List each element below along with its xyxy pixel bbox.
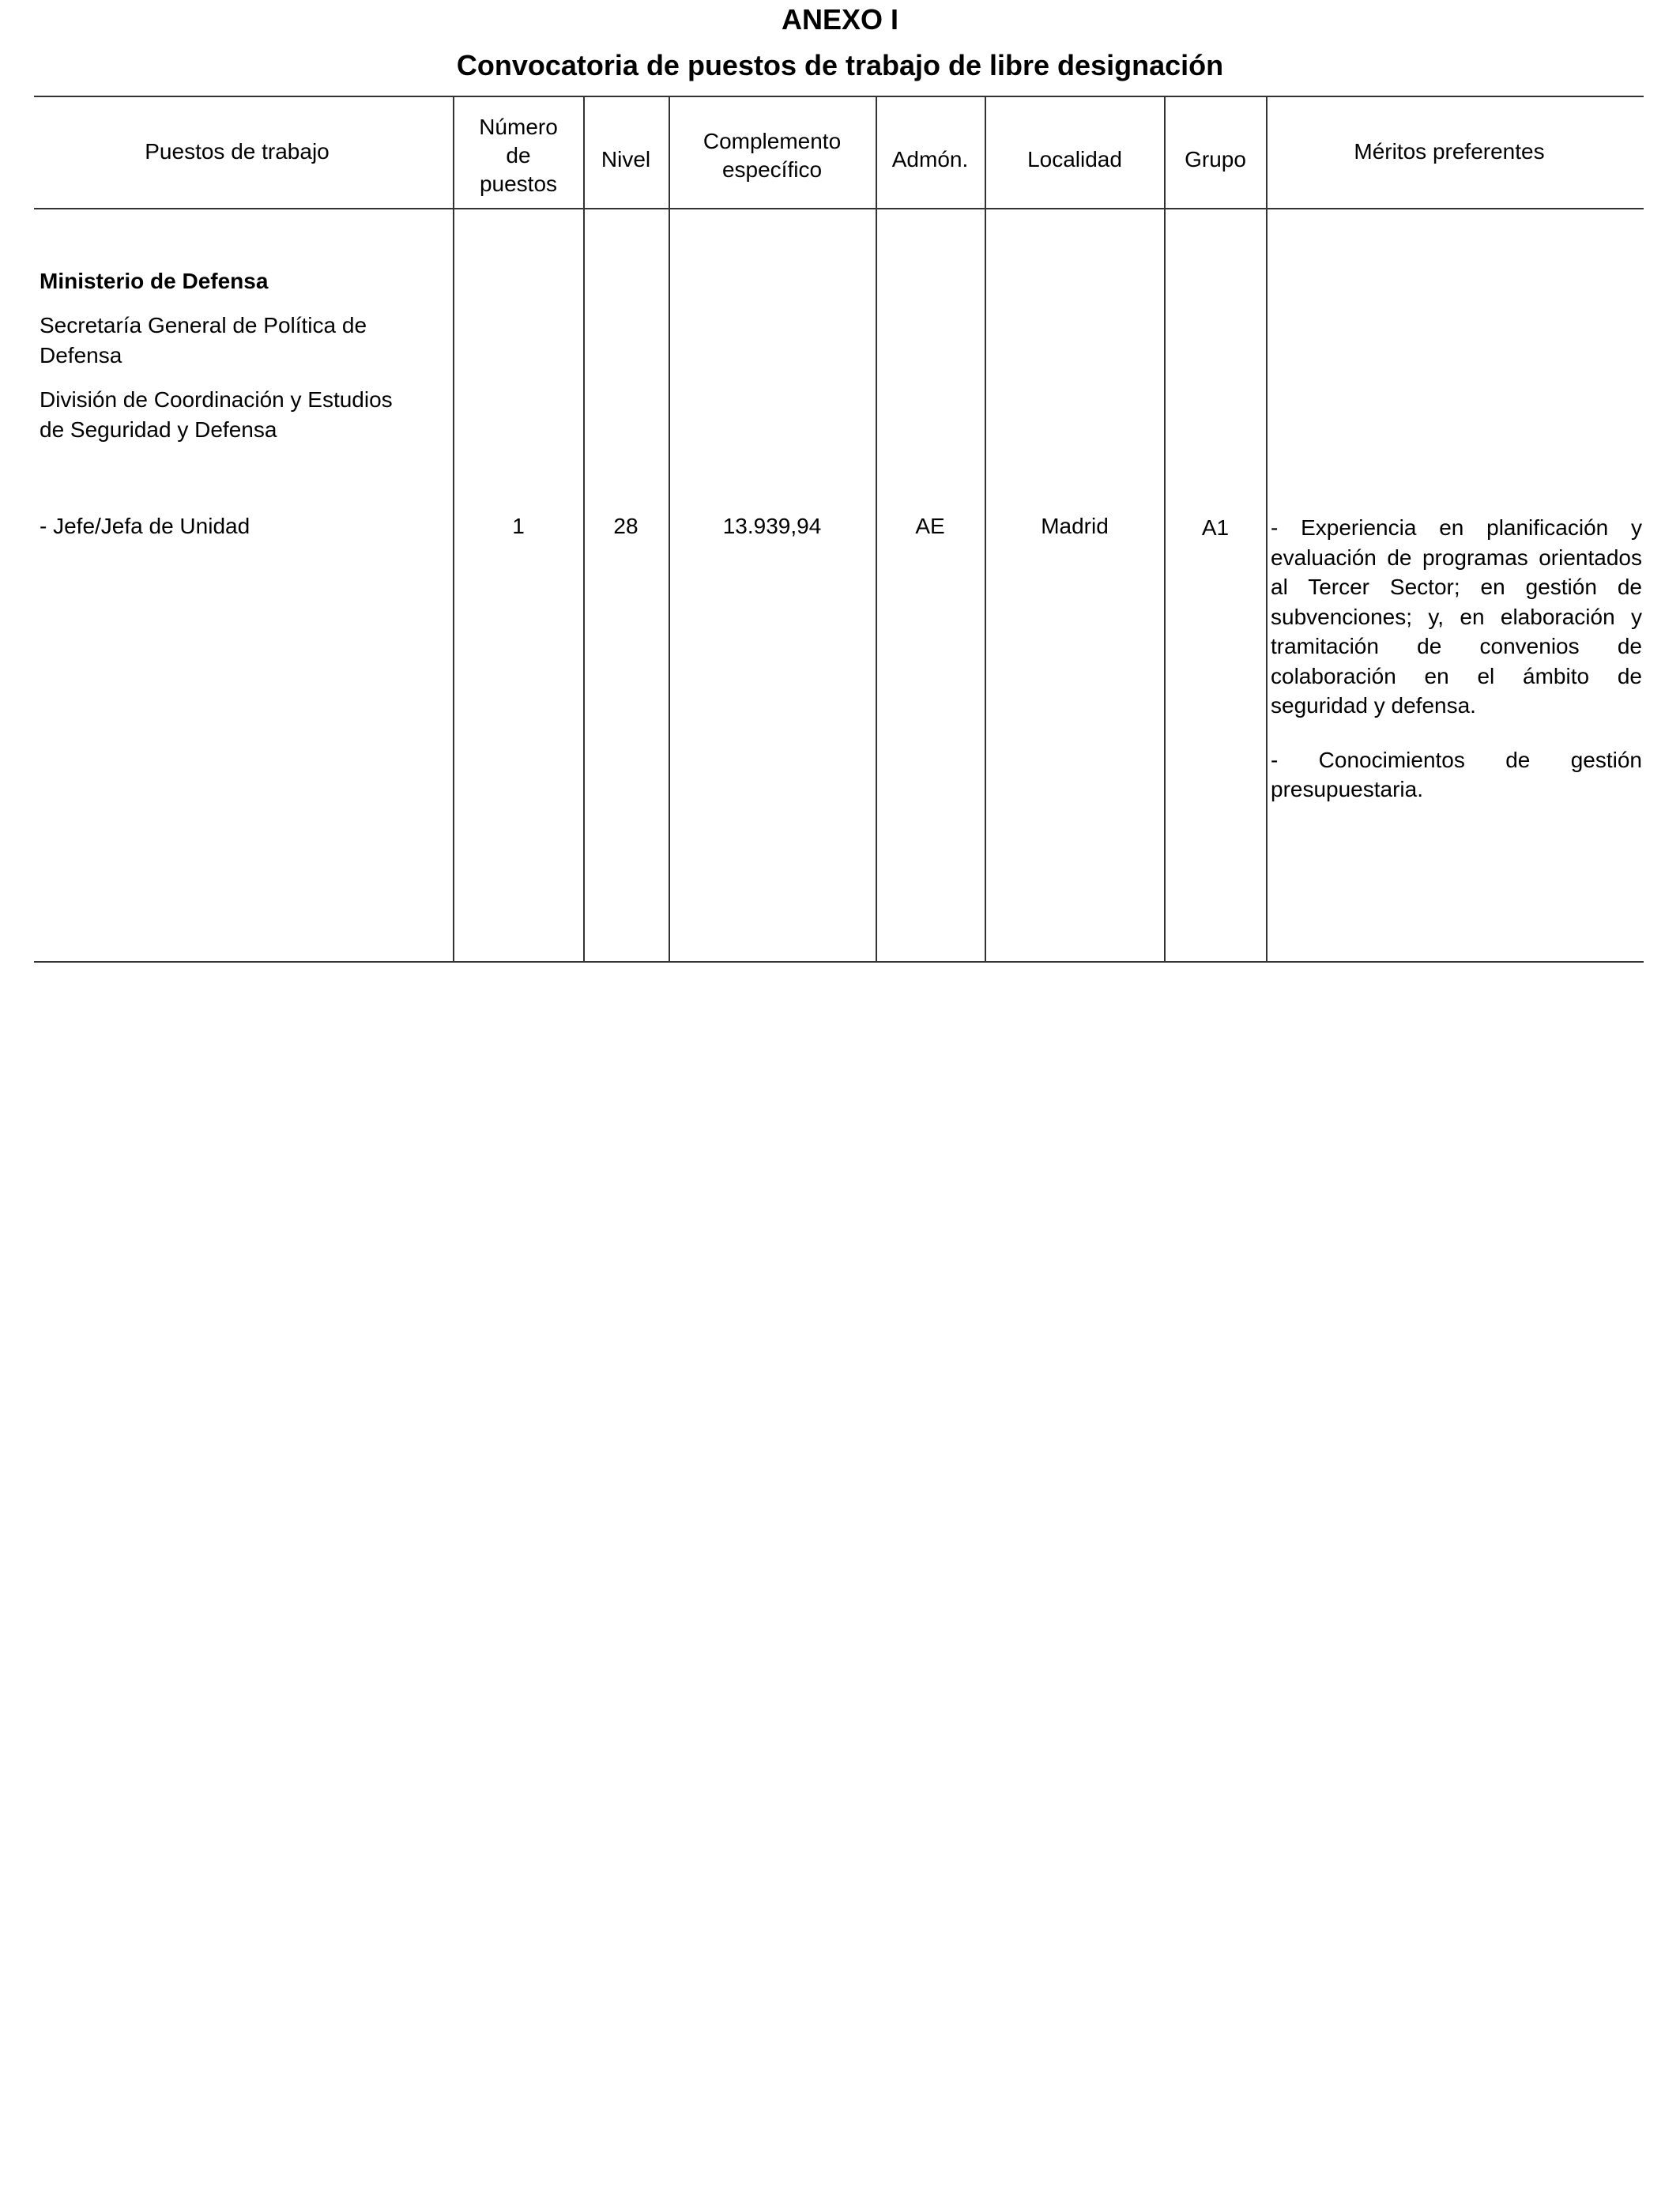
- column-divider: [453, 96, 454, 962]
- document-title: ANEXO I: [781, 3, 899, 36]
- header-meritos: Méritos preferentes: [1354, 139, 1545, 164]
- row-localidad: Madrid: [1041, 514, 1109, 538]
- org-secretaria: Secretaría General de Política de Defensa: [40, 313, 367, 368]
- table-top-rule: [34, 96, 1644, 97]
- column-divider: [876, 96, 877, 962]
- merit-item: - Conocimientos de gestión presupuestaria.: [1271, 747, 1642, 801]
- org-division: División de Coordinación y Estudios de Seguridad y Defensa: [40, 387, 393, 442]
- row-nivel: 28: [613, 514, 638, 538]
- org-ministerio: Ministerio de Defensa: [40, 269, 269, 293]
- header-localidad: Localidad: [1027, 147, 1122, 172]
- row-admon: AE: [915, 514, 945, 538]
- header-admon: Admón.: [891, 147, 969, 172]
- header-complemento: Complemento específico: [703, 129, 842, 182]
- row-grupo: A1: [1201, 515, 1230, 540]
- column-divider: [1164, 96, 1166, 962]
- column-divider: [669, 96, 670, 962]
- row-meritos: [1271, 513, 1642, 829]
- column-divider: [1266, 96, 1268, 962]
- header-grupo: Grupo: [1185, 147, 1246, 172]
- header-numero: Número de puestos: [479, 115, 558, 196]
- row-puesto: - Jefe/Jefa de Unidad: [40, 514, 250, 538]
- header-puestos: Puestos de trabajo: [145, 139, 330, 164]
- column-divider: [985, 96, 986, 962]
- document-subtitle: Convocatoria de puestos de trabajo de libre designación: [456, 49, 1224, 81]
- merit-item: - Experiencia en planificación y evaluación de programas orientados al Tercer Sector; en gestión de subvenciones; y, en elaboración y tramitación de convenios de colaboración en el ámbito de seguridad y defensa.: [1271, 515, 1642, 718]
- table-bottom-rule: [34, 961, 1644, 963]
- header-nivel: Nivel: [601, 147, 651, 172]
- row-complemento: 13.939,94: [722, 514, 822, 538]
- table-header-rule: [34, 208, 1644, 209]
- row-numero: 1: [512, 514, 525, 538]
- column-divider: [583, 96, 585, 962]
